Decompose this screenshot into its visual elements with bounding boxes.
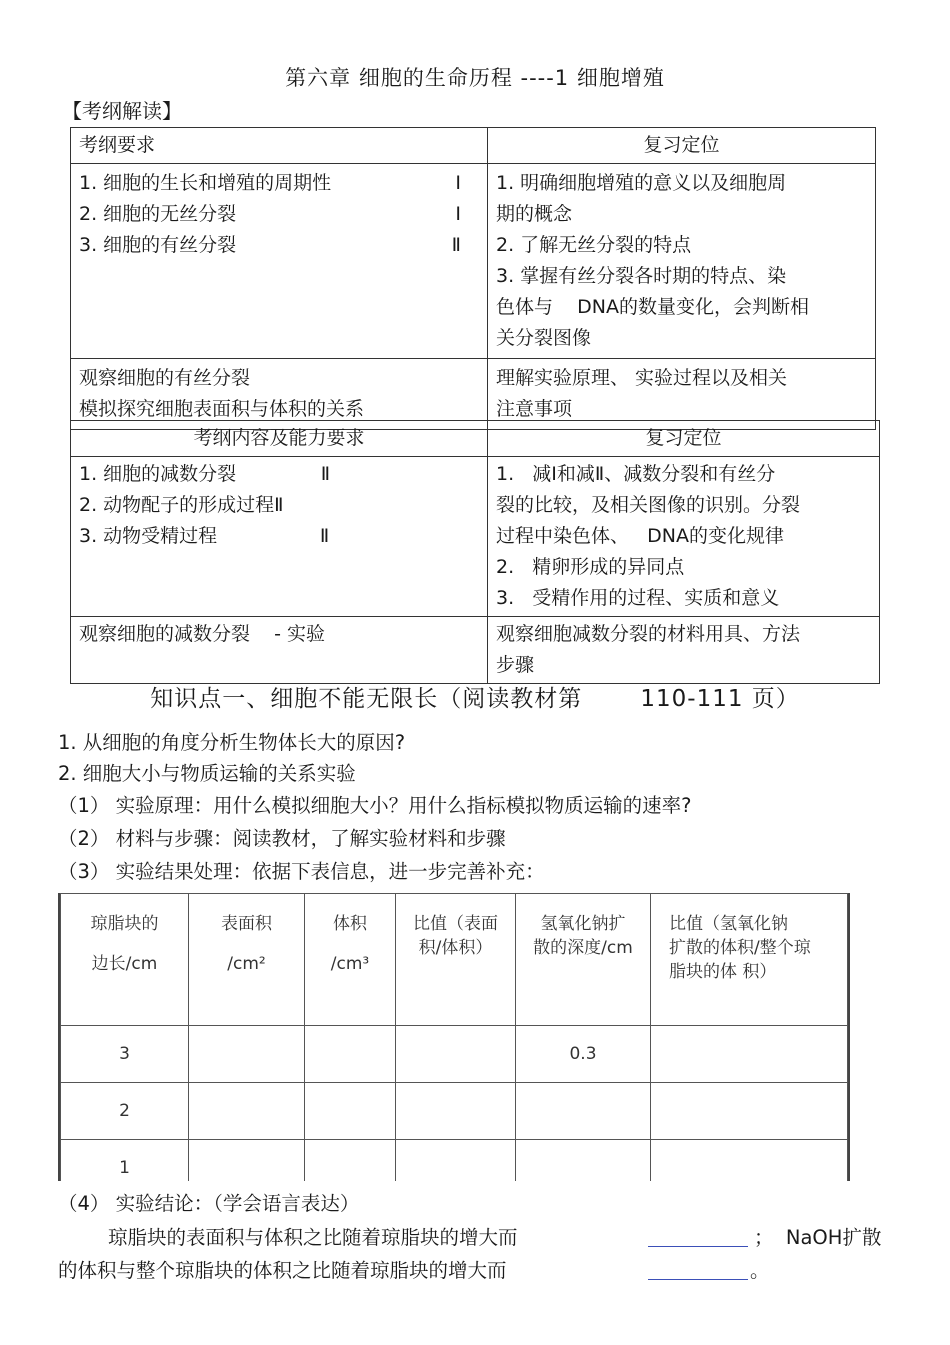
cell-diffusion-ratio[interactable] [651, 1140, 848, 1182]
col-header-ratio-sa-volume: 比值（表面 积/体积） [396, 894, 516, 1026]
requirement-item: 2. 动物配子的形成过程Ⅱ [79, 494, 284, 516]
table-row [61, 1140, 848, 1182]
requirement-item: 3. 细胞的有丝分裂 Ⅱ [79, 234, 461, 256]
review-line: 期的概念 [496, 203, 573, 225]
conclusion-line2-text: 的体积与整个琼脂块的体积之比随着琼脂块的增大而 [58, 1259, 507, 1282]
experiment-item: 模拟探究细胞表面积与体积的关系 [79, 398, 365, 420]
conclusion-line2-tail: 。 [750, 1259, 770, 1282]
table2-header-left: 考纲内容及能力要求 [71, 421, 488, 457]
review-line: 色体与 DNA的数量变化，会判断相 [496, 296, 809, 318]
syllabus-table-1 [70, 127, 876, 430]
table1-row1-left [71, 164, 488, 359]
table2-row2-left [71, 617, 488, 684]
table1-header-left: 考纲要求 [71, 128, 488, 164]
table1-row1-right [488, 164, 876, 359]
question-1: 1. 从细胞的角度分析生物体长大的原因? [58, 731, 406, 754]
col-header-side-length: 琼脂块的 边长/cm [61, 894, 189, 1026]
table1-row2-right [488, 359, 876, 430]
step-4: （4） 实验结论：（学会语言表达） [58, 1192, 360, 1215]
review-line: 3. 掌握有丝分裂各时期的特点、染 [496, 265, 787, 287]
cell-volume[interactable] [305, 1083, 396, 1140]
chapter-title: 第六章 细胞的生命历程 ----1 细胞增殖 [285, 66, 665, 90]
table2-header-right: 复习定位 [488, 421, 880, 457]
cell-side-length: 1 [61, 1140, 189, 1182]
table2-row1-right [488, 457, 880, 617]
col-header-naoh-depth: 氢氧化钠扩 散的深度/cm [516, 894, 651, 1026]
cell-naoh-depth: 0.3 [516, 1026, 651, 1083]
col-header-diffusion-ratio: 比值（氢氧化钠 扩散的体积/整个琼 脂块的体 积） [651, 894, 848, 1026]
cell-side-length: 3 [61, 1026, 189, 1083]
review-line: 1. 明确细胞增殖的意义以及细胞周 [496, 172, 787, 194]
cell-volume[interactable] [305, 1026, 396, 1083]
review-line: 理解实验原理、 实验过程以及相关 [496, 367, 788, 389]
requirement-item: 3. 动物受精过程 Ⅱ [79, 525, 330, 547]
table2-row1-left [71, 457, 488, 617]
knowledge-heading: 知识点一、细胞不能无限长（阅读教材第 110-111 页） [150, 686, 800, 712]
review-line: 1. 减Ⅰ和减Ⅱ、减数分裂和有丝分 [496, 463, 776, 485]
conclusion-line1-tail: ； NaOH扩散 [754, 1226, 882, 1249]
review-line: 注意事项 [496, 398, 573, 420]
step-3: （3） 实验结果处理：依据下表信息，进一步完善补充： [58, 860, 545, 883]
col-header-surface-area: 表面积 /cm² [189, 894, 305, 1026]
review-line: 裂的比较，及相关图像的识别。分裂 [496, 494, 801, 516]
cell-ratio[interactable] [396, 1026, 516, 1083]
cell-naoh-depth[interactable] [516, 1083, 651, 1140]
answer-blank-2[interactable] [648, 1259, 748, 1284]
experiment-table-frame [58, 893, 850, 1181]
step-2: （2） 材料与步骤：阅读教材，了解实验材料和步骤 [58, 827, 506, 850]
cell-surface-area[interactable] [189, 1140, 305, 1182]
cell-volume[interactable] [305, 1140, 396, 1182]
requirement-item: 1. 细胞的生长和增殖的周期性 Ⅰ [79, 172, 461, 194]
cell-naoh-depth[interactable] [516, 1140, 651, 1182]
cell-side-length: 2 [61, 1083, 189, 1140]
review-line: 关分裂图像 [496, 327, 592, 349]
col-header-volume: 体积 /cm³ [305, 894, 396, 1026]
review-line: 过程中染色体、 DNA的变化规律 [496, 525, 784, 547]
step-1: （1） 实验原理：用什么模拟细胞大小？用什么指标模拟物质运输的速率? [58, 794, 692, 817]
syllabus-table-2 [70, 420, 880, 684]
section-label: 【考纲解读】 [62, 99, 182, 123]
review-line: 3. 受精作用的过程、实质和意义 [496, 587, 780, 609]
cell-diffusion-ratio[interactable] [651, 1026, 848, 1083]
review-line: 2. 精卵形成的异同点 [496, 556, 685, 578]
experiment-item: 观察细胞的有丝分裂 [79, 367, 251, 389]
experiment-table [60, 893, 848, 1181]
cell-diffusion-ratio[interactable] [651, 1083, 848, 1140]
experiment-item: 观察细胞的减数分裂 - 实验 [79, 623, 326, 645]
cell-ratio[interactable] [396, 1140, 516, 1182]
review-line: 2. 了解无丝分裂的特点 [496, 234, 692, 256]
answer-blank-1[interactable] [648, 1226, 748, 1251]
question-2: 2. 细胞大小与物质运输的关系实验 [58, 762, 356, 785]
requirement-item: 2. 细胞的无丝分裂 Ⅰ [79, 203, 461, 225]
review-line: 观察细胞减数分裂的材料用具、方法 [496, 623, 801, 645]
table1-row2-left [71, 359, 488, 430]
table1-header-right: 复习定位 [488, 128, 876, 164]
cell-surface-area[interactable] [189, 1026, 305, 1083]
requirement-item: 1. 细胞的减数分裂 Ⅱ [79, 463, 331, 485]
conclusion-line1-text: 琼脂块的表面积与体积之比随着琼脂块的增大而 [108, 1226, 518, 1249]
table-row [61, 1026, 848, 1083]
table2-row2-right [488, 617, 880, 684]
cell-ratio[interactable] [396, 1083, 516, 1140]
table-row [61, 1083, 848, 1140]
review-line: 步骤 [496, 654, 535, 676]
cell-surface-area[interactable] [189, 1083, 305, 1140]
